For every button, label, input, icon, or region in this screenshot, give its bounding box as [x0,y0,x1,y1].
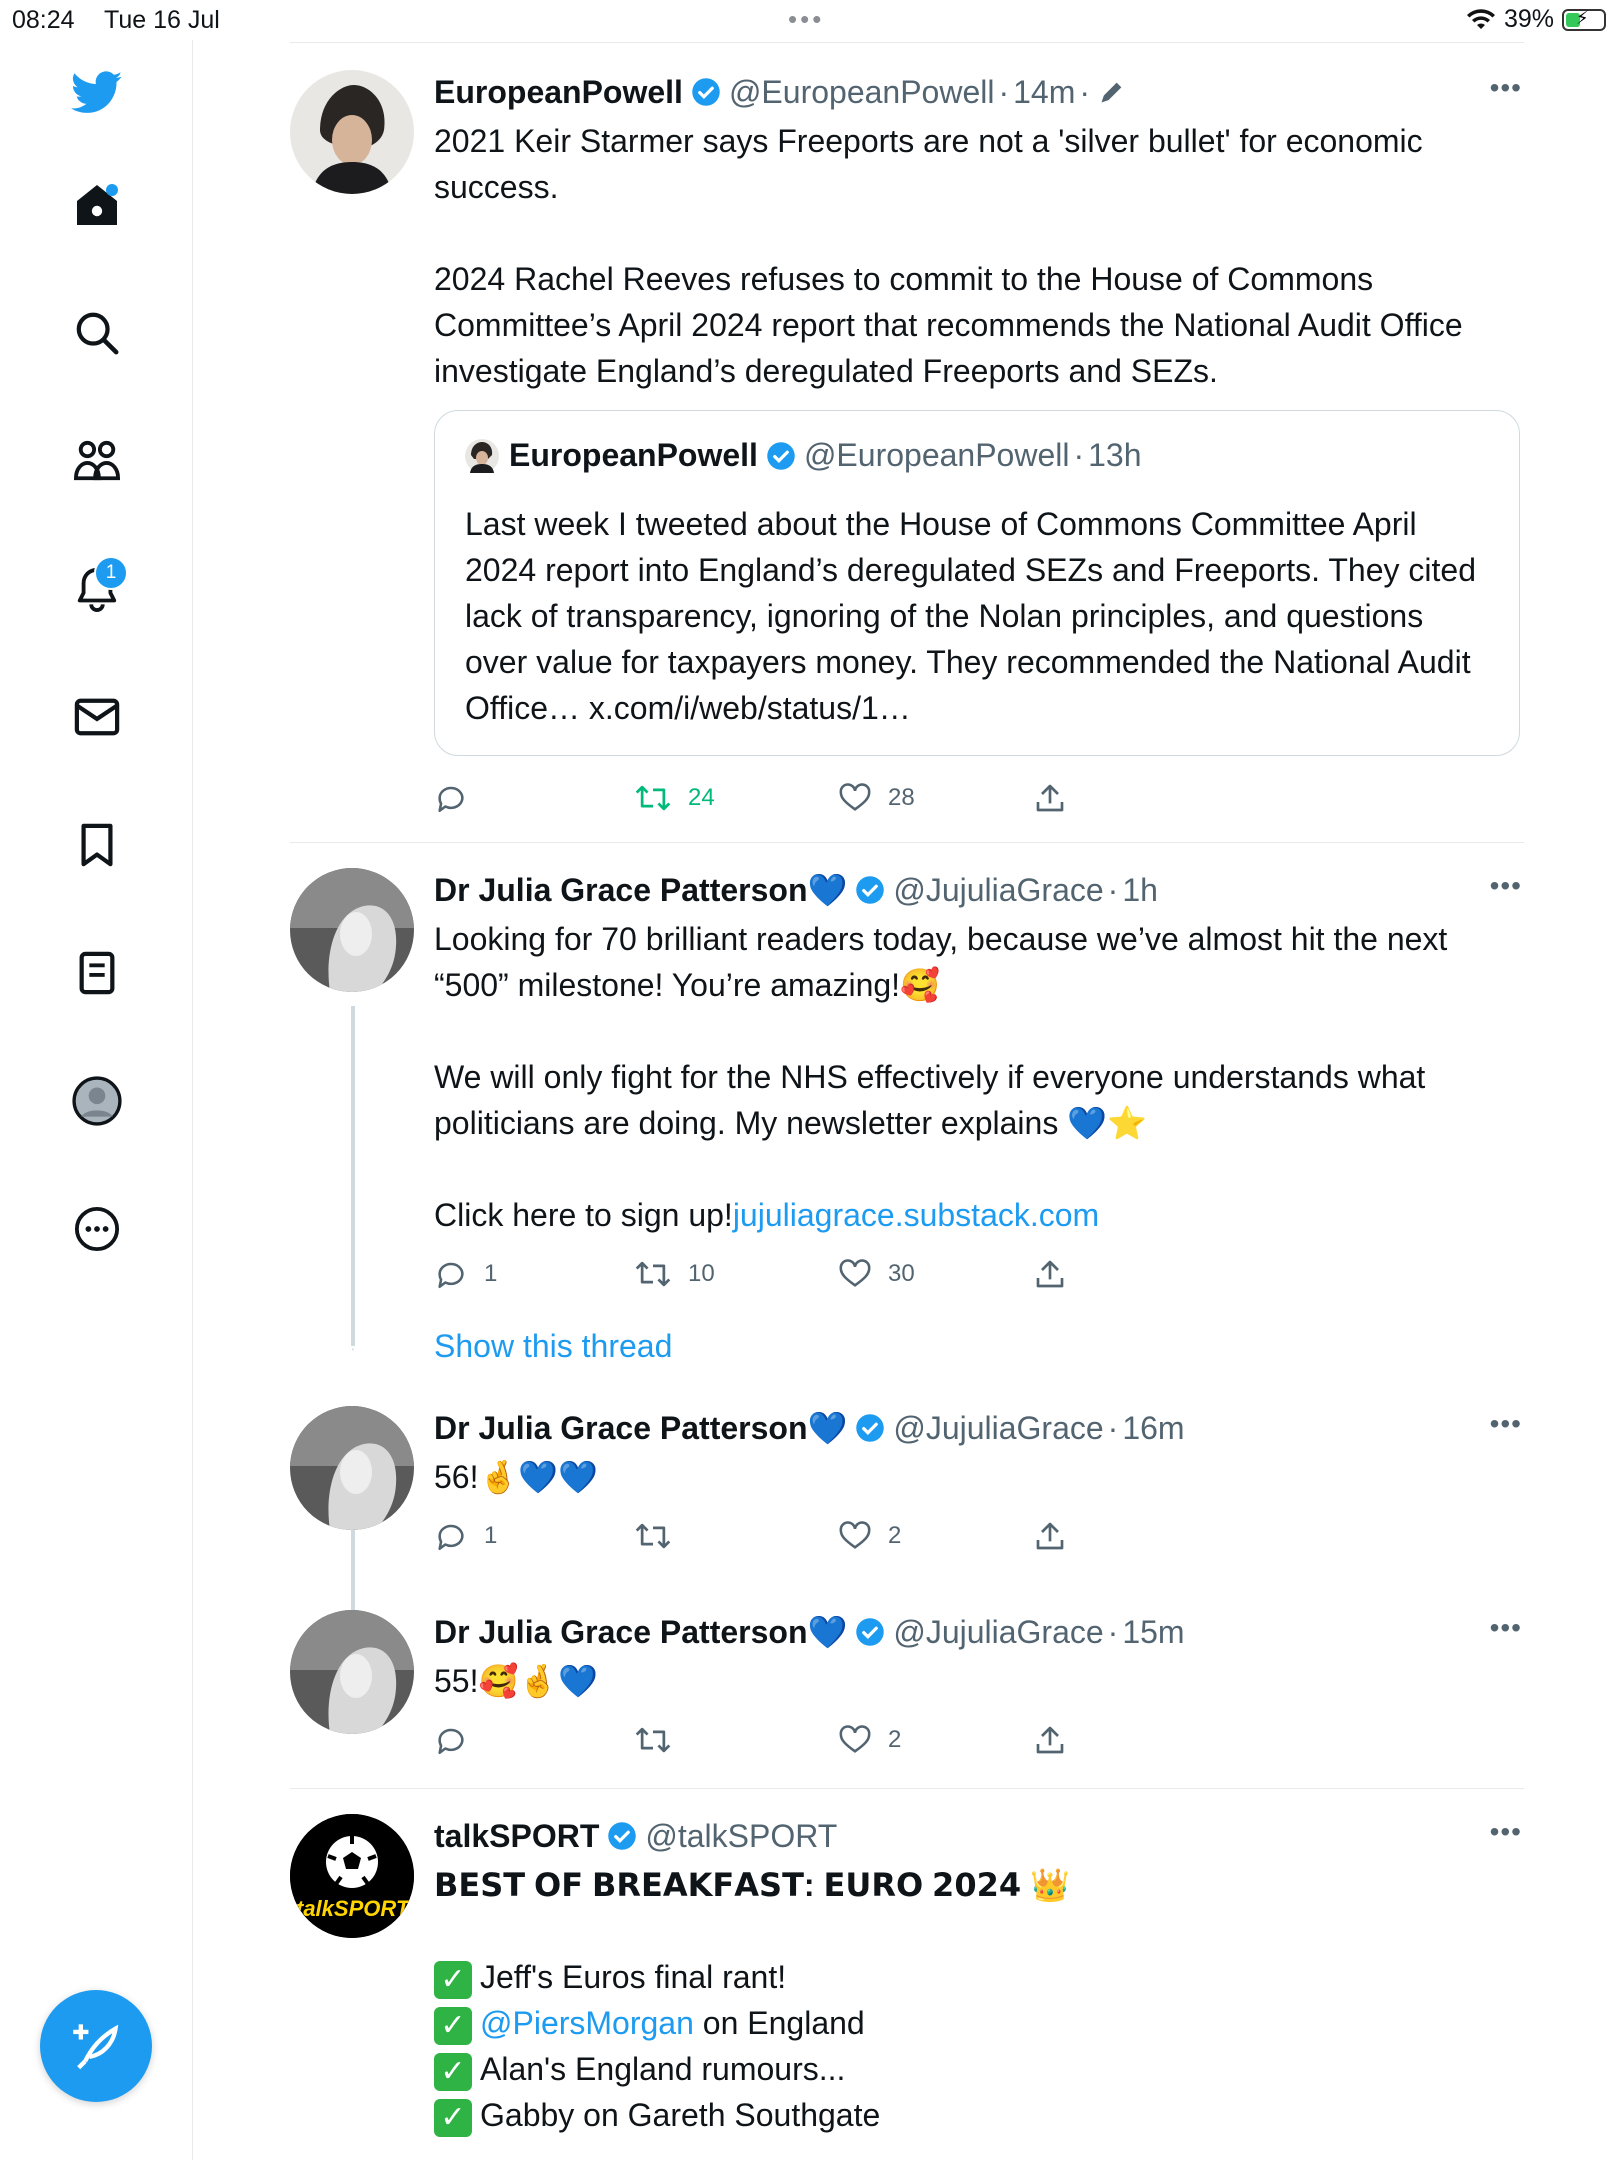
reply-button[interactable] [434,1718,484,1762]
check-icon: ✓ [434,2007,472,2045]
quoted-text: Last week I tweeted about the House of Commons Committee April 2024 report into England’s deregulated SEZs and Freeports. They cited lack of transparency, ignoring of the Nolan principles, and questions over value for taxpayers money. They recommended the National Audit Office… x.com/i/web/status/1… [465,506,1485,726]
reply-count: 1 [484,1522,498,1549]
share-icon [1034,781,1066,815]
avatar-label: talkSPORT [296,1896,410,1921]
nav-more[interactable] [62,1194,132,1264]
retweet-button[interactable] [634,1718,688,1762]
check-icon: ✓ [434,1961,472,1999]
mention-link[interactable]: @PiersMorgan [480,2005,694,2041]
verified-badge-icon [607,1821,637,1851]
nav-profile[interactable] [62,1066,132,1136]
tweet-time[interactable]: 14m [1013,73,1076,110]
twitter-logo[interactable] [62,58,132,128]
home-unread-dot [106,184,118,196]
like-count: 2 [888,1522,902,1549]
nav-lists[interactable] [62,938,132,1008]
author-name[interactable]: Dr Julia Grace Patterson💙 [434,872,848,908]
avatar[interactable] [290,1610,414,1734]
list-item-text: Gabby on Gareth Southgate [480,2097,881,2133]
retweet-icon [634,1257,672,1291]
share-button[interactable] [1034,776,1066,820]
author-name[interactable]: EuropeanPowell [434,73,683,110]
retweet-button[interactable] [634,1514,688,1558]
tweet-list-item [434,2000,1524,2046]
reply-icon [434,1723,468,1757]
tweet-list-item [434,2092,1524,2138]
list-icon [77,950,117,996]
tweet-actions [434,776,1154,820]
share-button[interactable] [1034,1252,1066,1296]
tweet-header: Dr Julia Grace Patterson💙 @JujuliaGrace · 16m [434,1409,1185,1446]
feather-plus-icon [70,2020,122,2072]
reply-icon [434,1257,468,1291]
more-options-icon[interactable]: ••• [1489,72,1522,103]
nav-search[interactable] [62,298,132,368]
tweet-header: EuropeanPowell @EuropeanPowell · 14m · [434,70,1524,114]
verified-badge-icon [855,875,885,905]
like-count: 28 [888,784,915,811]
avatar[interactable] [290,1406,414,1530]
more-options-icon[interactable]: ••• [1489,1816,1522,1847]
nav-bookmarks[interactable] [62,810,132,880]
more-circle-icon [74,1206,120,1252]
more-options-icon[interactable]: ••• [1489,870,1522,901]
thread-gap-dots: ⋮ [346,1336,360,1352]
retweet-count: 10 [688,1260,715,1287]
verified-badge-icon [766,441,796,471]
tweet[interactable] [290,70,1524,840]
quoted-time: 13h [1088,437,1142,473]
retweet-icon [634,1723,672,1757]
retweet-icon [634,1519,672,1553]
tweet-actions [434,1252,1154,1296]
multitasking-dots[interactable]: ••• [788,4,825,34]
envelope-icon [74,697,120,737]
edited-pencil-icon[interactable] [1098,78,1126,106]
reply-count: 1 [484,1260,498,1287]
like-button[interactable] [838,1718,901,1762]
share-button[interactable] [1034,1514,1066,1558]
share-icon [1034,1723,1066,1757]
tweet-list-item [434,2046,1524,2092]
communities-icon [72,438,122,484]
tweet-actions [434,1718,1154,1762]
author-handle[interactable]: @JujuliaGrace [893,871,1104,908]
heart-icon [838,781,872,815]
quoted-author-handle: @EuropeanPowell [803,437,1070,473]
share-icon [1034,1519,1066,1553]
avatar[interactable] [290,1814,414,1938]
quoted-avatar [465,439,499,473]
list-item-text: Alan's England rumours... [480,2051,846,2087]
battery-icon: ⚡ [1562,9,1606,31]
reply-icon [434,781,468,815]
tweet[interactable] [290,1814,1524,2154]
status-date: Tue 16 Jul [104,6,220,34]
author-name[interactable]: Dr Julia Grace Patterson💙 [434,1614,848,1650]
like-button[interactable] [838,1514,901,1558]
tweet-time[interactable]: 16m [1122,1409,1185,1446]
profile-avatar-icon [72,1076,122,1126]
list-item-text: on England [693,2005,865,2041]
reply-button[interactable] [434,1514,497,1558]
show-thread-link[interactable]: Show this thread [434,1328,673,1364]
tweet[interactable] [290,868,1524,1388]
verified-badge-icon [855,1413,885,1443]
tweet-header [434,1814,1524,1858]
wifi-icon [1466,8,1496,32]
tweet-text [434,916,1524,1238]
list-item-text: Jeff's Euros final rant! [480,1959,787,1995]
avatar[interactable] [290,868,414,992]
tweet[interactable] [290,1406,1524,1556]
author-name[interactable]: Dr Julia Grace Patterson💙 [434,1410,848,1446]
notification-badge: 1 [94,556,128,590]
quoted-tweet[interactable]: EuropeanPowell @EuropeanPowell · 13h Last week I tweeted about the House of Commons Committee April 2024 report into England’s deregulated SEZs and Freeports. They cited lack of transparency, ignoring of the Nolan principles, and questions over value for taxpayers money. They recommended the National Audit Office… x.com/i/web/status/1… [434,410,1520,756]
twitter-bird-icon [71,71,123,115]
tweet-text: 55!🥰🤞💙 [434,1663,599,1699]
substack-link[interactable]: jujuliagrace.substack.com [732,1197,1100,1233]
more-options-icon[interactable]: ••• [1489,1408,1522,1439]
tweet-actions [434,1514,1154,1558]
author-handle[interactable]: @talkSPORT [645,1817,838,1854]
verified-badge-icon [855,1617,885,1647]
like-count: 30 [888,1260,915,1287]
avatar[interactable] [290,70,414,194]
quoted-author-name: EuropeanPowell [509,437,758,473]
check-icon: ✓ [434,2053,472,2091]
reply-button[interactable] [434,1252,497,1296]
tweet-divider [290,1788,1524,1789]
retweet-button[interactable] [634,776,715,820]
author-handle[interactable]: @EuropeanPowell [728,73,995,110]
status-time: 08:24 [12,6,75,34]
nav-notifications[interactable] [62,554,132,624]
nav-communities[interactable] [62,426,132,496]
tweet-headline: 𝗕𝗘𝗦𝗧 𝗢𝗙 𝗕𝗥𝗘𝗔𝗞𝗙𝗔𝗦𝗧: 𝗘𝗨𝗥𝗢 𝟮𝟬𝟮𝟰 👑 [434,1867,1070,1903]
author-name[interactable]: talkSPORT [434,1817,600,1854]
bookmark-icon [78,822,116,868]
heart-icon [838,1519,872,1553]
share-button[interactable] [1034,1718,1066,1762]
tweet-divider [290,842,1524,843]
reply-icon [434,1519,468,1553]
status-bar [0,0,1620,40]
tweet-text: 56!🤞💙💙 [434,1459,599,1495]
check-icon: ✓ [434,2099,472,2137]
heart-icon [838,1257,872,1291]
author-handle[interactable]: @JujuliaGrace [893,1409,1104,1446]
nav-home[interactable] [62,170,132,240]
search-icon [74,310,120,356]
author-handle[interactable]: @JujuliaGrace [893,1613,1104,1650]
tweet-time[interactable]: 15m [1122,1613,1185,1650]
retweet-button[interactable] [634,1252,715,1296]
retweet-icon [634,781,672,815]
tweet-text-main: Looking for 70 brilliant readers today, because we’ve almost hit the next “500” milestone! You’re amazing!🥰 We will only fight for the NHS effectively if everyone understands what politicians are doing. My newsletter explains 💙⭐ Click here to sign up! [434,921,1448,1233]
battery-percent: 39% [1503,5,1554,33]
sidebar [0,40,193,2160]
tweet-time[interactable]: 1h [1122,871,1158,908]
tweet-list-item [434,1954,1524,2000]
tweet[interactable] [290,1610,1524,1760]
more-options-icon[interactable]: ••• [1489,1612,1522,1643]
share-icon [1034,1257,1066,1291]
retweet-count: 24 [688,784,715,811]
like-count: 2 [888,1726,902,1753]
tweet-header: Dr Julia Grace Patterson💙 @JujuliaGrace · 1h [434,871,1158,908]
compose-tweet-button[interactable] [40,1990,152,2102]
tweet-header: Dr Julia Grace Patterson💙 @JujuliaGrace · 15m [434,1613,1185,1650]
heart-icon [838,1723,872,1757]
tweet-text: 2021 Keir Starmer says Freeports are not a 'silver bullet' for economic success. 2024 Rachel Reeves refuses to commit to the House of Commons Committee’s April 2024 report that recommends the National Audit Office investigate England’s deregulated Freeports and SEZs. [434,123,1463,389]
like-button[interactable] [838,776,915,820]
verified-badge-icon [691,77,721,107]
like-button[interactable] [838,1252,915,1296]
feed-top-divider [290,42,1524,43]
reply-button[interactable] [434,776,484,820]
nav-messages[interactable] [62,682,132,752]
